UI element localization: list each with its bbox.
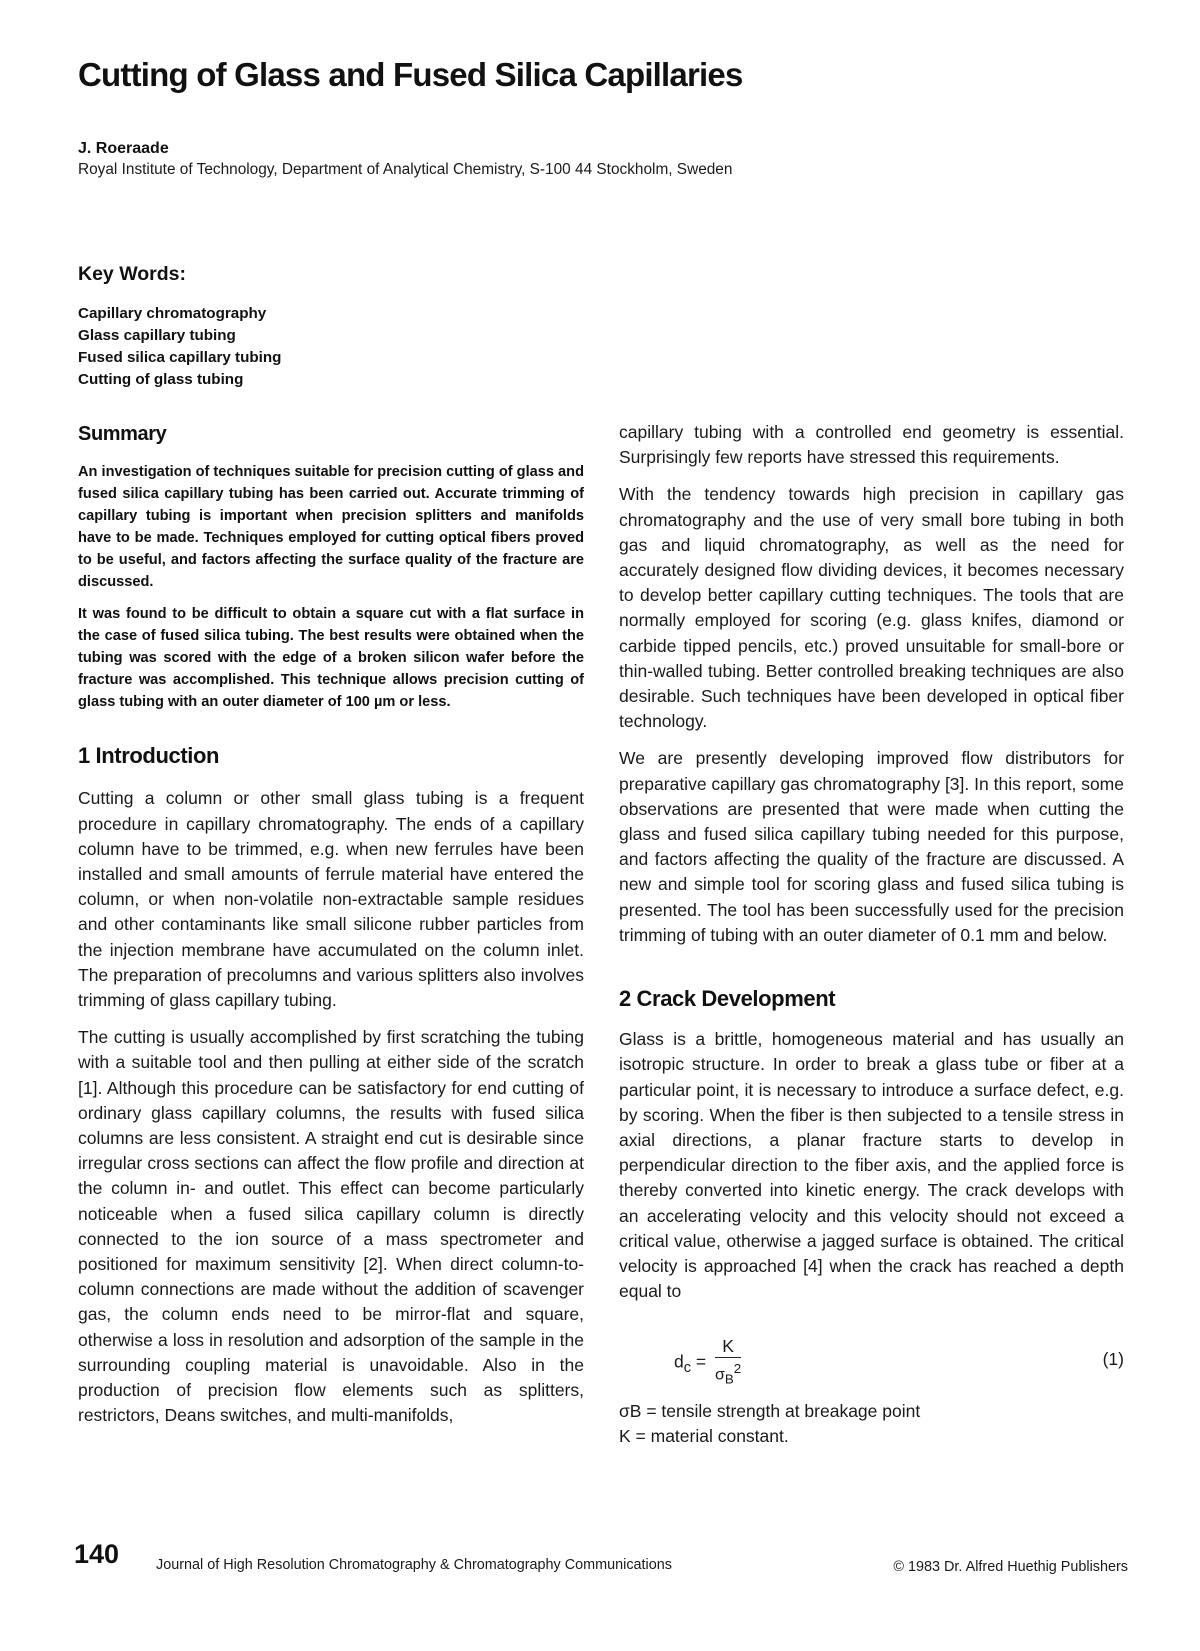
equation-equals: = [695,1350,707,1371]
intro-paragraph: The cutting is usually accomplished by first scratching the tubing with a suitable tool and then pulling at either side of the scratch [1]. Although this procedure can be satisfactory for end cutting of ordinary glass capillary columns, the results with fused silica columns are less consistent. A straight end cut is desirable since irregular cross sections can affect the flow profile and direction at the column in- and outlet. This effect can become particularly noticeable when a fused silica capillary column is directly connected to the ion source of a mass spectrometer and positioned for maximum sensitivity [2]. When direct column-to-column connections are made without the addition of scavenger gas, the column ends need to be mirror-flat and square, otherwise a loss in resolution and adsorption of the sample in the surrounding coupling material is unavoidable. Also in the production of precision flow elements such as splitters, restrictors, Deans switches, and multi-manifolds, [78,1027,584,1426]
intro-paragraph: Cutting a column or other small glass tubing is a frequent procedure in capillary chromatography. The ends of a capillary column have to be trimmed, e.g. when new ferrules have been installed and small amounts of ferrule material have entered the column, or when non-volatile non-extractable sample residues and other contaminants like small silicone rubber particles from the injection membrane have accumulated on the column inlet. The preparation of precolumns and various splitters also involves trimming of glass capillary tubing. [78,788,584,1011]
summary-heading: Summary [78,423,167,445]
equation-fraction [715,1335,741,1391]
right-column [619,420,1124,1449]
crack-development-heading: 2 Crack Development [619,986,836,1012]
summary-paragraph: It was found to be difficult to obtain a square cut with a flat surface in the case of fused silica tubing. The best results were obtained when the tubing was scored with the edge of a broken silicon wafer before the fracture was accomplished. This technique allows precision cutting of glass tubing with an outer diameter of 100 µm or less. [78,606,584,711]
equation-lhs-subscript: c [683,1359,692,1376]
keywords-list [78,303,281,391]
keyword-item: Fused silica capillary tubing [78,349,282,366]
equation-denominator-subscript: B [724,1371,734,1387]
equation-1 [619,1329,1124,1389]
equation-definition: σB = tensile strength at breakage point [619,1400,921,1421]
equation-denominator-symbol: σ [715,1365,725,1383]
equation-number: (1) [1102,1348,1124,1369]
equation-denominator-exponent: 2 [733,1360,742,1376]
introduction-heading: 1 Introduction [78,743,220,769]
equation-lhs: d [674,1350,684,1371]
equation-definition: K = material constant. [619,1425,789,1446]
left-column [78,422,584,1440]
page-number: 140 [74,1539,120,1569]
intro-paragraph: capillary tubing with a controlled end geometry is essential. Surprisingly few reports have stressed this requirements. [619,422,1124,468]
crack-paragraph: Glass is a brittle, homogeneous material and has usually an isotropic structure. In order to break a glass tube or fiber at a particular point, it is necessary to introduce a surface defect, e.g. by scoring. When the fiber is then subjected to a tensile stress in axial directions, a planar fracture starts to develop in perpendicular direction to the fiber axis, and the applied force is thereby converted into kinetic energy. The crack develops with an accelerating velocity and this velocity should not exceed a critical value, otherwise a jagged surface is obtained. The critical velocity is approached [4] when the crack has reached a depth equal to [619,1029,1124,1302]
intro-paragraph: With the tendency towards high precision in capillary gas chromatography and the use of very small bore tubing in both gas and liquid chromatography, as well as the need for accurately designed flow dividing devices, it becomes necessary to develop better capillary cutting techniques. The tools that are normally employed for scoring (e.g. glass knifes, diamond or carbide tipped pencils, etc.) proved unsuitable for small-bore or thin-walled tubing. Better controlled breaking techniques are also desirable. Such techniques have been developed in optical fiber technology. [619,484,1124,732]
equation-body [674,1335,741,1391]
author-affiliation: Royal Institute of Technology, Department of Analytical Chemistry, S-100 44 Stockholm, Sweden [78,161,733,178]
keyword-item: Cutting of glass tubing [78,371,244,388]
keywords-heading: Key Words: [78,263,186,285]
journal-name: Journal of High Resolution Chromatography & Chromatography Communications [156,1557,672,1573]
author-name: J. Roeraade [78,140,169,157]
equation-numerator: K [715,1335,741,1358]
summary-paragraph: An investigation of techniques suitable for precision cutting of glass and fused silica capillary tubing has been carried out. Accurate trimming of capillary tubing is important when precision splitters and manifolds have to be made. Techniques employed for cutting optical fibers proved to be useful, and factors affecting the surface quality of the fracture are discussed. [78,464,584,591]
keyword-item: Capillary chromatography [78,305,267,322]
paper-title: Cutting of Glass and Fused Silica Capillaries [78,56,743,93]
equation-denominator [715,1358,741,1391]
keyword-item: Glass capillary tubing [78,327,236,344]
intro-paragraph: We are presently developing improved flow distributors for preparative capillary gas chromatography [3]. In this report, some observations are presented that were made when cutting the glass and fused silica capillary tubing needed for this purpose, and factors affecting the quality of the fracture are discussed. A new and simple tool for scoring glass and fused silica tubing is presented. The tool has been successfully used for the precision trimming of tubing with an outer diameter of 0.1 mm and below. [619,748,1124,945]
copyright-notice: © 1983 Dr. Alfred Huethig Publishers [893,1559,1128,1575]
